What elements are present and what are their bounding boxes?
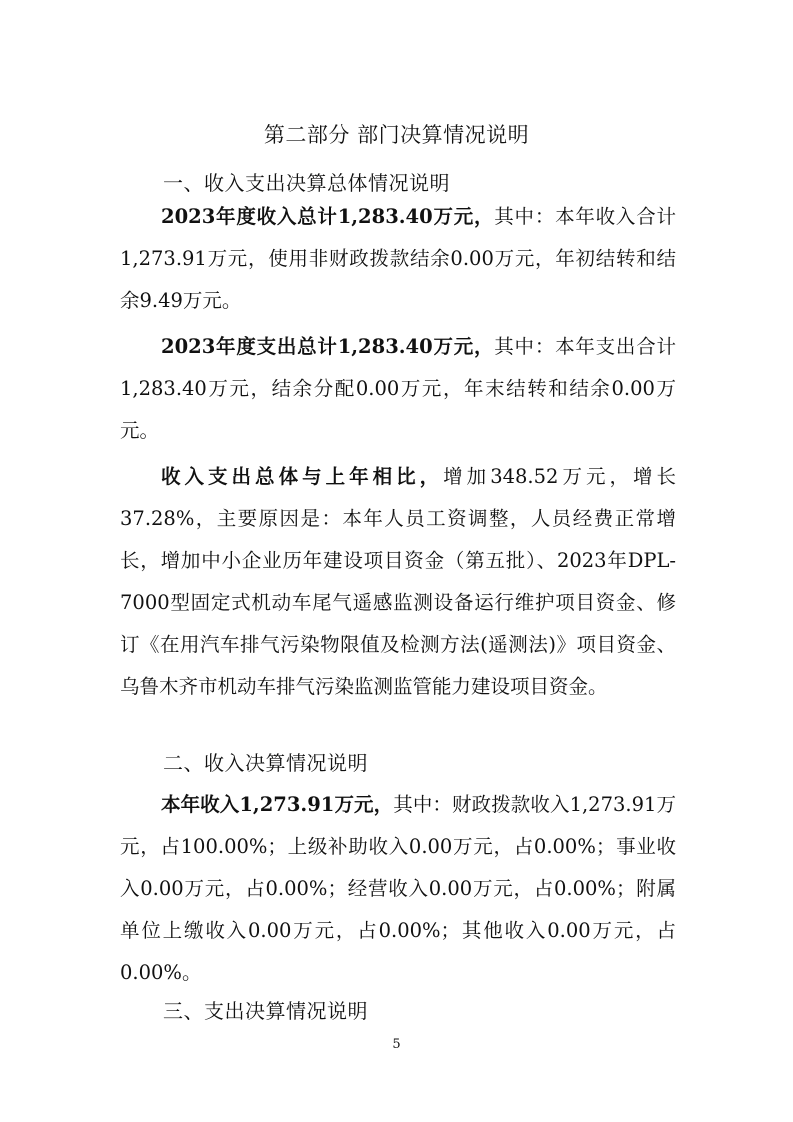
paragraph-body: 增加348.52万元，增长37.28%，主要原因是：本年人员工资调整，人员经费正常增长，增加中小企业历年建设项目资金（第五批）、2023年DPL-7000型固定式机动车尾气遥感监测设备运行维护项目资金、修订《在用汽车排气污染物限值及检测方法(遥测法)》项目资金、乌鲁木齐市机动车排气污染监测监管能力建设项目资金。: [120, 465, 676, 698]
paragraph-lead: 2023年度收入总计1,283.40万元，: [161, 205, 495, 228]
paragraph-expense-total: [120, 326, 676, 452]
paragraph-lead: 2023年度支出总计1,283.40万元，: [161, 335, 495, 358]
paragraph-lead: 本年收入1,273.91万元，: [161, 793, 394, 816]
paragraph-lead: 收入支出总体与上年相比，: [161, 465, 444, 488]
page-number: 5: [392, 1037, 401, 1052]
paragraph-body: 其中：本年收入合计1,273.91万元，使用非财政拨款结余0.00万元，年初结转和结余9.49万元。: [120, 205, 676, 312]
paragraph-body: 其中：财政拨款收入1,273.91万元，占100.00%；上级补助收入0.00万元，占0.00%；事业收入0.00万元，占0.00%；经营收入0.00万元，占0.00%；附属单位上缴收入0.00万元，占0.00%；其他收入0.00万元，占0.00%。: [120, 793, 676, 984]
section-heading-3: 三、支出决算情况说明: [163, 999, 368, 1023]
section-heading-2: 二、收入决算情况说明: [163, 751, 368, 775]
section-heading-1: 一、收入支出决算总体情况说明: [163, 171, 450, 195]
paragraph-income-total: [120, 196, 676, 322]
paragraph-body: 其中：本年支出合计1,283.40万元，结余分配0.00万元，年末结转和结余0.00万元。: [120, 335, 676, 442]
paragraph-year-comparison: [120, 456, 676, 708]
page-title: 第二部分 部门决算情况说明: [263, 123, 530, 147]
paragraph-income-detail: [120, 784, 676, 994]
